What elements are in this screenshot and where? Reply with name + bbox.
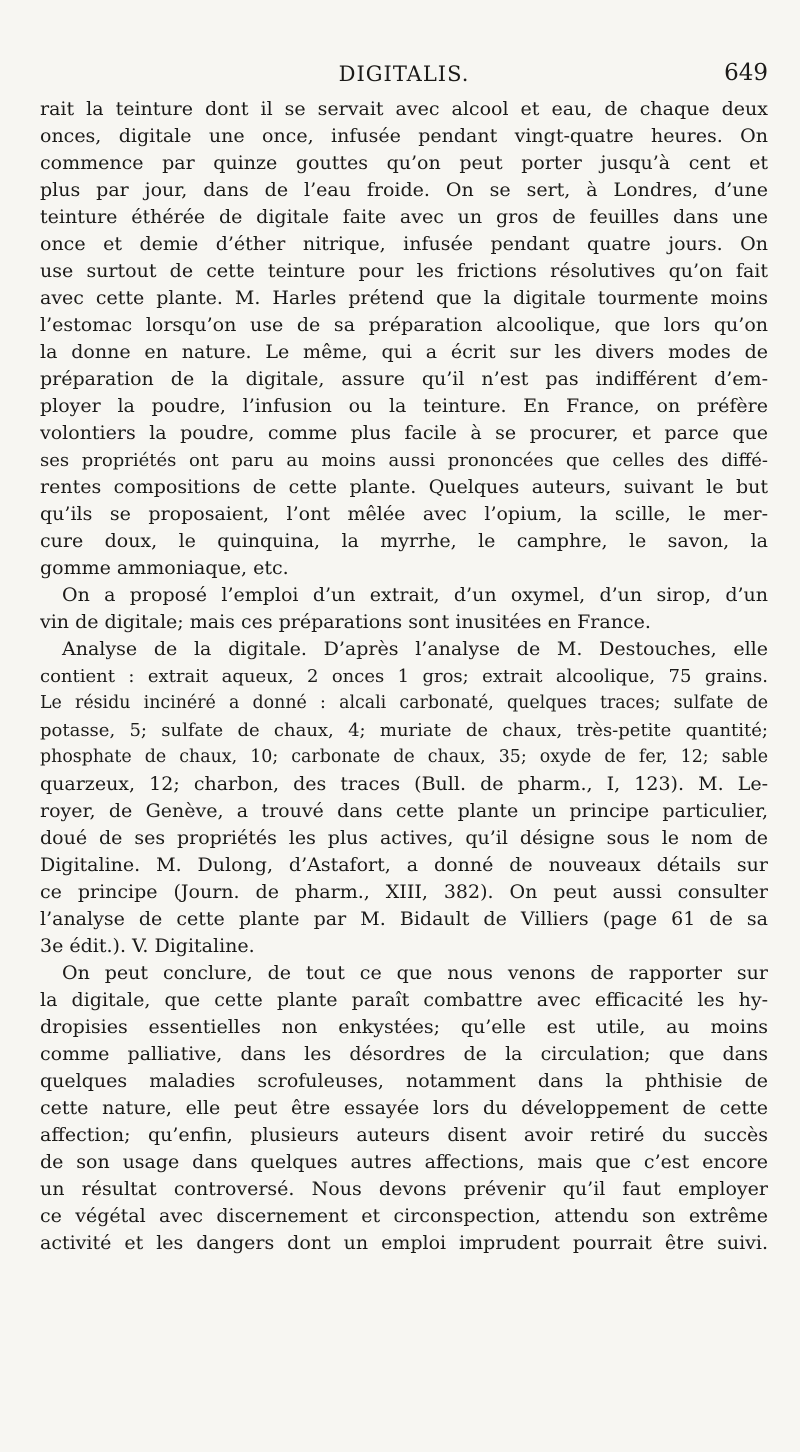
text-line: quelques maladies scrofuleuses, notamment dans la phthisie de: [40, 1070, 768, 1092]
paragraph-start-line: Analyse de la digitale. D’après l’analyse de M. Destouches, elle: [62, 638, 768, 660]
body-text: [40, 96, 768, 1257]
text-line: vin de digitale; mais ces préparations sont inusitées en France.: [40, 611, 651, 633]
text-line: 3e édit.). V. Digitaline.: [40, 935, 255, 957]
text-line: comme palliative, dans les désordres de la circulation; que dans: [40, 1043, 768, 1065]
text-line: doué de ses propriétés les plus actives, qu’il désigne sous le nom de: [40, 827, 768, 849]
paragraph-start-line: On a proposé l’emploi d’un extrait, d’un oxymel, d’un sirop, d’un: [62, 584, 768, 606]
text-line: ce végétal avec discernement et circonspection, attendu son extrême: [40, 1205, 768, 1227]
text-line: phosphate de chaux, 10; carbonate de chaux, 35; oxyde de fer, 12; sable: [40, 747, 768, 767]
text-line: de son usage dans quelques autres affections, mais que c’est encore: [40, 1151, 768, 1173]
text-line: onces, digitale une once, infusée pendant vingt-quatre heures. On: [40, 125, 768, 147]
text-line: rentes compositions de cette plante. Quelques auteurs, suivant le but: [40, 476, 768, 498]
paragraph-start-line: On peut conclure, de tout ce que nous venons de rapporter sur: [62, 962, 768, 984]
text-line: la digitale, que cette plante paraît combattre avec efficacité les hy-: [40, 989, 768, 1011]
text-line: ployer la poudre, l’infusion ou la teinture. En France, on préfère: [40, 395, 768, 417]
running-title: DIGITALIS.: [338, 62, 470, 86]
text-line: gomme ammoniaque, etc.: [40, 557, 289, 579]
text-line: commence par quinze gouttes qu’on peut porter jusqu’à cent et: [40, 152, 768, 174]
text-line: plus par jour, dans de l’eau froide. On se sert, à Londres, d’une: [40, 179, 768, 201]
text-line: royer, de Genève, a trouvé dans cette plante un principe particulier,: [40, 800, 768, 822]
text-line: Digitaline. M. Dulong, d’Astafort, a donné de nouveaux détails sur: [40, 854, 768, 876]
text-line: rait la teinture dont il se servait avec alcool et eau, de chaque deux: [40, 98, 768, 120]
running-header: [40, 60, 768, 96]
text-line: Le résidu incinéré a donné : alcali carbonaté, quelques traces; sulfate de: [40, 693, 768, 713]
text-line: préparation de la digitale, assure qu’il n’est pas indifférent d’em-: [40, 368, 768, 390]
page-number: 649: [724, 60, 768, 86]
text-line: cure doux, le quinquina, la myrrhe, le camphre, le savon, la: [40, 530, 768, 552]
text-line: avec cette plante. M. Harles prétend que la digitale tourmente moins: [40, 287, 768, 309]
text-line: teinture éthérée de digitale faite avec un gros de feuilles dans une: [40, 206, 768, 228]
text-line: ce principe (Journ. de pharm., XIII, 382). On peut aussi consulter: [40, 881, 768, 903]
text-line: la donne en nature. Le même, qui a écrit sur les divers modes de: [40, 341, 768, 363]
text-line: once et demie d’éther nitrique, infusée pendant quatre jours. On: [40, 233, 768, 255]
text-line: use surtout de cette teinture pour les frictions résolutives qu’on fait: [40, 260, 768, 282]
text-line: un résultat controversé. Nous devons prévenir qu’il faut employer: [40, 1178, 768, 1200]
text-line: potasse, 5; sulfate de chaux, 4; muriate de chaux, très-petite quantité;: [40, 720, 768, 741]
text-line: ses propriétés ont paru au moins aussi prononcées que celles des diffé-: [40, 450, 768, 471]
text-line: quarzeux, 12; charbon, des traces (Bull. de pharm., I, 123). M. Le-: [40, 773, 768, 795]
text-line: cette nature, elle peut être essayée lors du développement de cette: [40, 1097, 768, 1119]
text-line: contient : extrait aqueux, 2 onces 1 gros; extrait alcoolique, 75 grains.: [40, 666, 768, 687]
text-line: l’estomac lorsqu’on use de sa préparation alcoolique, que lors qu’on: [40, 314, 768, 336]
text-line: dropisies essentielles non enkystées; qu’elle est utile, au moins: [40, 1016, 768, 1038]
text-line: activité et les dangers dont un emploi imprudent pourrait être suivi.: [40, 1232, 768, 1254]
text-line: affection; qu’enfin, plusieurs auteurs disent avoir retiré du succès: [40, 1124, 768, 1146]
text-line: l’analyse de cette plante par M. Bidault de Villiers (page 61 de sa: [40, 908, 768, 930]
text-line: qu’ils se proposaient, l’ont mêlée avec l’opium, la scille, le mer-: [40, 503, 768, 525]
text-line: volontiers la poudre, comme plus facile à se procurer, et parce que: [40, 422, 768, 444]
